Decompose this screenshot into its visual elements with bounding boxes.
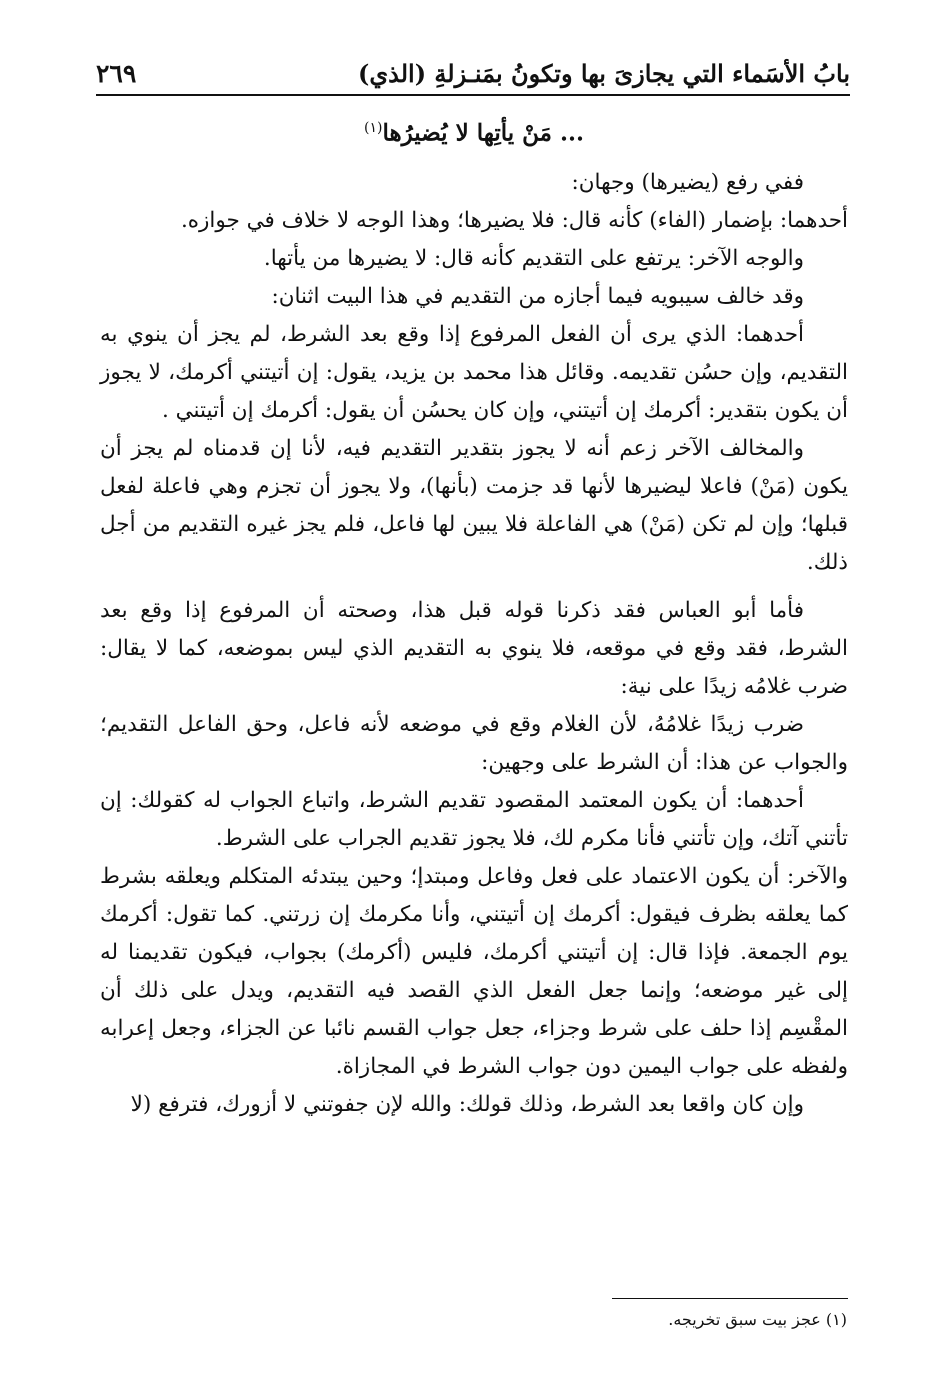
paragraphs	[100, 164, 848, 1124]
paragraph: أحدهما: الذي يرى أن الفعل المرفوع إذا وقع بعد الشرط، لم يجز أن ينوي به التقديم، وإن حسُن تقديمه. وقائل هذا محمد بن يزيد، يقول: إن أتيتني أكرمك، لا يجوز أن يكون بتقدير: أكرمك إن أتيتني، وإن كان يحسُن أن يقول: أكرمك إن أتيتني .	[100, 321, 848, 423]
footnote-rule	[612, 1298, 848, 1299]
paragraph: والمخالف الآخر زعم أنه لا يجوز بتقدير التقديم فيه، لأنا إن قدمناه لم يجز أن يكون (مَنْ) فاعلا ليضيرها لأنها قد جزمت (بأنها)، ولا يجوز أن تجزم وهي فاعلة لفعل قبلها؛ وإن لم تكن (مَنْ) هي الفاعلة فلا يبين لها فاعل، فلم يجز غيره التقديم من أجل ذلك.	[100, 435, 848, 575]
paragraph: وقد خالف سيبويه فيما أجازه من التقديم في هذا البيت اثنان:	[271, 283, 804, 309]
paragraph: فأما أبو العباس فقد ذكرنا قوله قبل هذا، وصحته أن المرفوع إذا وقع بعد الشرط، فقد وقع في موقعه، فلا ينوي به التقديم الذي ليس بموضعه، كما لا يقال: ضرب غلامُه زيدًا على نية:	[100, 597, 848, 699]
footnote-marker: (١)	[364, 120, 383, 136]
paragraph: وإن كان واقعا بعد الشرط، وذلك قولك: والله لإن جفوتني لا أزورك، فترفع (لا	[130, 1091, 804, 1117]
running-title: بابُ الأسَماء التي يجازىَ بها وتكونُ بمَنـزلةِ (الذي)	[357, 59, 850, 88]
verse-line	[100, 108, 848, 154]
paragraph: والوجه الآخر: يرتفع على التقديم كأنه قال: لا يضيرها من يأتها.	[263, 245, 804, 271]
page-body	[100, 108, 848, 1268]
page-header	[96, 44, 850, 88]
paragraph: أحدهما: أن يكون المعتمد المقصود تقديم الشرط، واتباع الجواب له كقولك: إن تأتني آتك، وإن تأتني فأنا مكرم لك، فلا يجوز تقديم الجراب على الشرط.	[100, 787, 848, 851]
paragraph: والآخر: أن يكون الاعتماد على فعل وفاعل ومبتدإ؛ وحين يبتدئه المتكلم ويعلقه بشرط كما يعلقه بظرف فيقول: أكرمك إن أتيتني، وأنا مكرمك إن زرتني. كما تقول: أكرمك يوم الجمعة. فإذا قال: إن أتيتني أكرمك، فليس (أكرمك) بجواب، فيكون تقديمنا له إلى غير موضعه؛ وإنما جعل الفعل الذي القصد فيه التقديم، ويدل على ذلك أن المقْسِم إذا حلف على شرط وجزاء، جعل جواب القسم نائبا عن الجزاء، وجعل إعرابه ولفظه على جواب اليمين دون جواب الشرط في المجازاة.	[100, 863, 848, 1079]
paragraph: أحدهما: بإضمار (الفاء) كأنه قال: فلا يضيرها؛ وهذا الوجه لا خلاف في جوازه.	[180, 207, 848, 233]
footnote: (١) عجز بيت سبق تخريجه.	[668, 1310, 847, 1329]
verse-text: ... مَنْ يأتِها لا يُضيرُها	[382, 119, 584, 147]
page-number: ٢٦٩	[96, 59, 137, 88]
paragraph: ففي رفع (يضيرها) وجهان:	[571, 169, 804, 195]
header-rule	[96, 94, 850, 96]
paragraph: ضرب زيدًا غلامُهُ، لأن الغلام وقع في موضعه لأنه فاعل، وحق الفاعل التقديم؛ والجواب عن هذا: أن الشرط على وجهين:	[100, 711, 848, 775]
